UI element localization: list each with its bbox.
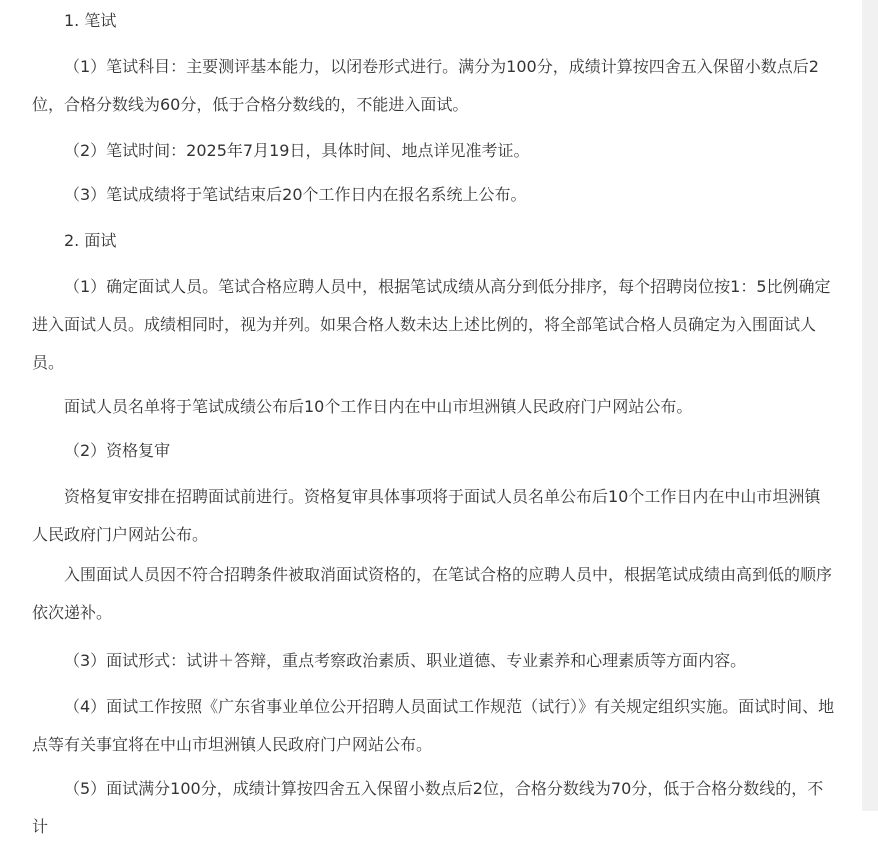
paragraph-interview-rules: （4）面试工作按照《广东省事业单位公开招聘人员面试工作规范（试行）》有关规定组织实施。面试时间、地点等有关事宜将在中山市坦洲镇人民政府门户网站公布。 (32, 697, 835, 754)
paragraph-interview-format: （3）面试形式：试讲＋答辩，重点考察政治素质、职业道德、专业素养和心理素质等方面内容。 (64, 651, 747, 670)
scrollbar-track[interactable] (862, 0, 878, 811)
paragraph-interview-score: （5）面试满分100分，成绩计算按四舍五入保留小数点后2位，合格分数线为70分，低于合格分数线的，不计 (32, 779, 824, 836)
section-heading-interview: 2. 面试 (64, 231, 117, 250)
section-heading-written-exam: 1. 笔试 (64, 11, 117, 30)
subheading-qualification-review: （2）资格复审 (64, 441, 171, 460)
paragraph-interview-candidates: （1）确定面试人员。笔试合格应聘人员中，根据笔试成绩从高分到低分排序，每个招聘岗位按1：5比例确定进入面试人员。成绩相同时，视为并列。如果合格人数未达上述比例的，将全部笔试合格人员确定为入围面试人员。 (32, 277, 831, 372)
paragraph-interview-list: 面试人员名单将于笔试成绩公布后10个工作日内在中山市坦洲镇人民政府门户网站公布。 (64, 397, 693, 416)
paragraph-exam-results: （3）笔试成绩将于笔试结束后20个工作日内在报名系统上公布。 (64, 185, 527, 204)
paragraph-replacement: 入围面试人员因不符合招聘条件被取消面试资格的，在笔试合格的应聘人员中，根据笔试成绩由高到低的顺序依次递补。 (32, 565, 833, 622)
paragraph-exam-time: （2）笔试时间：2025年7月19日，具体时间、地点详见准考证。 (64, 141, 530, 160)
paragraph-exam-subject: （1）笔试科目：主要测评基本能力，以闭卷形式进行。满分为100分，成绩计算按四舍五入保留小数点后2位，合格分数线为60分，低于合格分数线的，不能进入面试。 (32, 57, 819, 114)
paragraph-qualification-review: 资格复审安排在招聘面试前进行。资格复审具体事项将于面试人员名单公布后10个工作日内在中山市坦洲镇人民政府门户网站公布。 (32, 487, 821, 544)
